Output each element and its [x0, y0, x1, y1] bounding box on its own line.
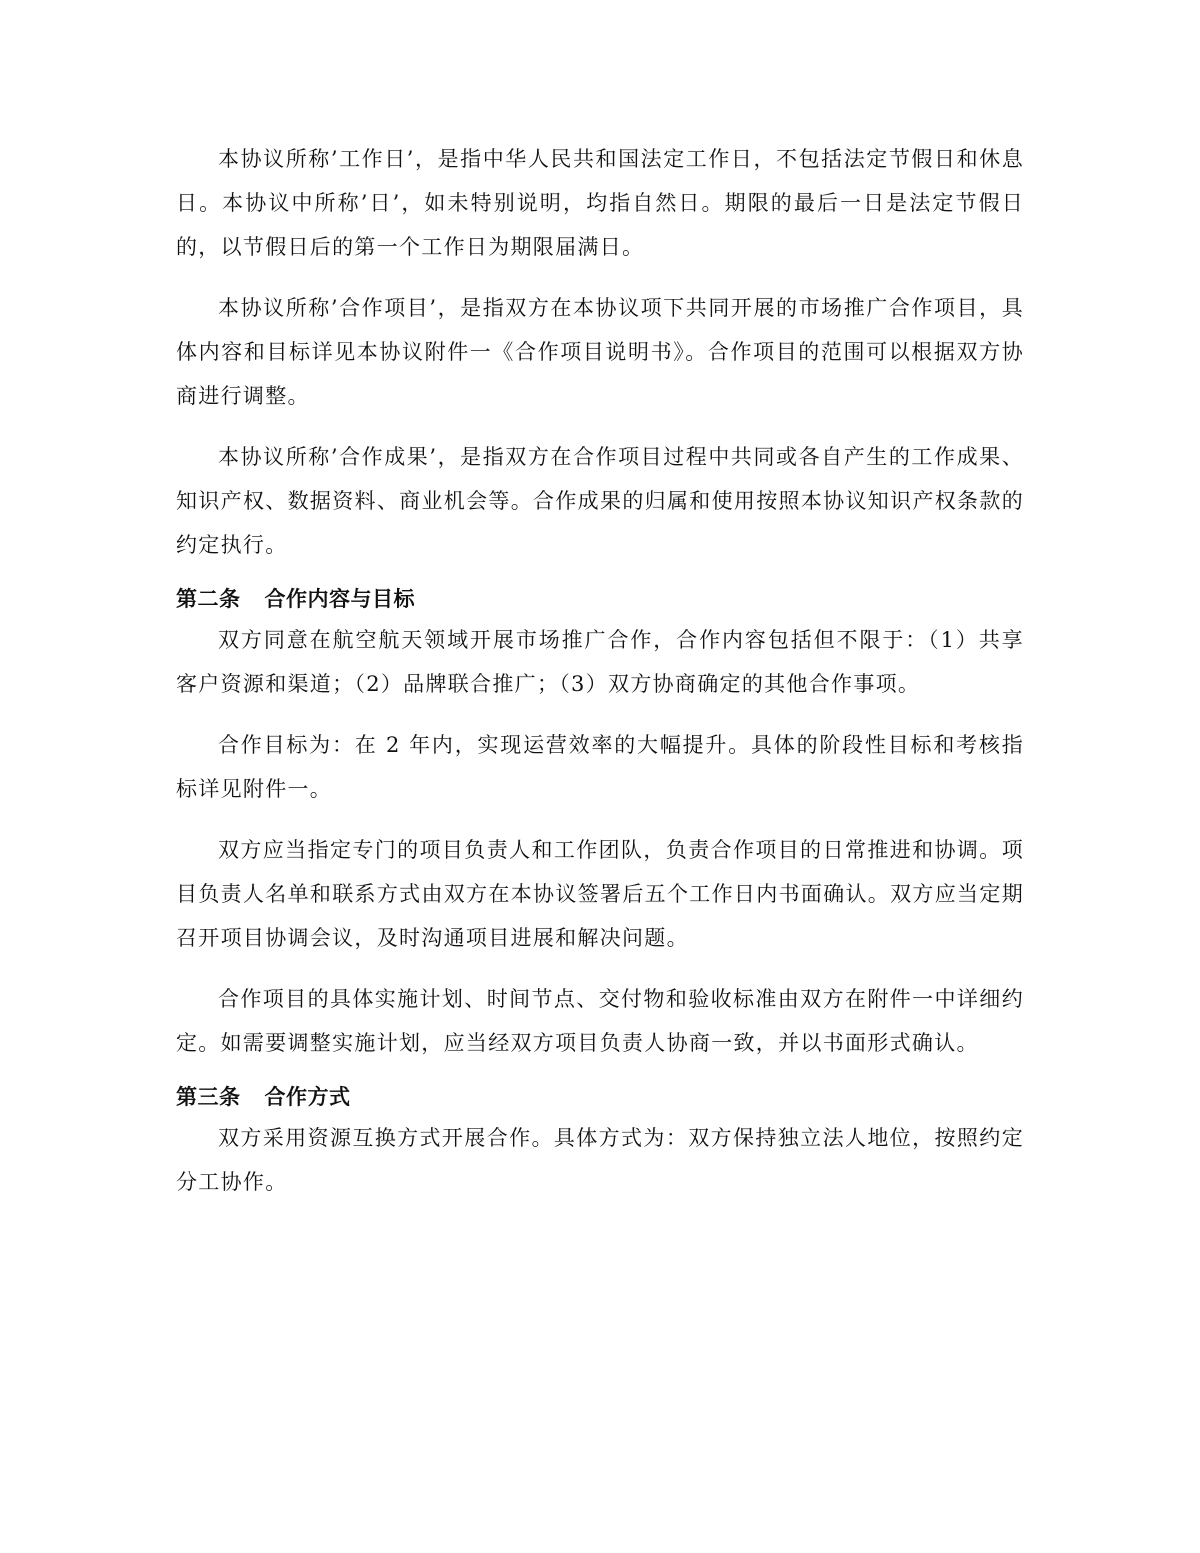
article-2-heading [176, 584, 1024, 614]
article-3-paragraph-method: 双方采用资源互换方式开展合作。具体方式为：双方保持独立法人地位，按照约定分工协作。 [176, 1126, 1024, 1194]
article-2-title: 合作内容与目标 [264, 587, 415, 611]
article-2-paragraph-goal: 合作目标为：在 2 年内，实现运营效率的大幅提升。具体的阶段性目标和考核指标详见附件一。 [176, 733, 1024, 801]
article-2-paragraph-content: 双方同意在航空航天领域开展市场推广合作，合作内容包括但不限于：（1）共享客户资源和渠道；（2）品牌联合推广；（3）双方协商确定的其他合作事项。 [176, 628, 1024, 696]
paragraph-cooperation-results-definition: 本协议所称’合作成果’，是指双方在合作项目过程中共同或各自产生的工作成果、知识产权、数据资料、商业机会等。合作成果的归属和使用按照本协议知识产权条款的约定执行。 [176, 445, 1024, 557]
paragraph-working-day-definition: 本协议所称’工作日’，是指中华人民共和国法定工作日，不包括法定节假日和休息日。本协议中所称’日’，如未特别说明，均指自然日。期限的最后一日是法定节假日的，以节假日后的第一个工作日为期限届满日。 [176, 147, 1024, 259]
article-2-number: 第二条 [176, 587, 241, 611]
article-3-title: 合作方式 [264, 1085, 351, 1109]
article-2-paragraph-team: 双方应当指定专门的项目负责人和工作团队，负责合作项目的日常推进和协调。项目负责人名单和联系方式由双方在本协议签署后五个工作日内书面确认。双方应当定期召开项目协调会议，及时沟通项目进展和解决问题。 [176, 838, 1024, 950]
article-3-number: 第三条 [176, 1085, 241, 1109]
document-body [176, 137, 1024, 1221]
article-2-paragraph-plan: 合作项目的具体实施计划、时间节点、交付物和验收标准由双方在附件一中详细约定。如需要调整实施计划，应当经双方项目负责人协商一致，并以书面形式确认。 [176, 987, 1024, 1055]
article-3-heading [176, 1082, 1024, 1112]
paragraph-cooperation-project-definition: 本协议所称’合作项目’，是指双方在本协议项下共同开展的市场推广合作项目，具体内容和目标详见本协议附件一《合作项目说明书》。合作项目的范围可以根据双方协商进行调整。 [176, 296, 1024, 408]
